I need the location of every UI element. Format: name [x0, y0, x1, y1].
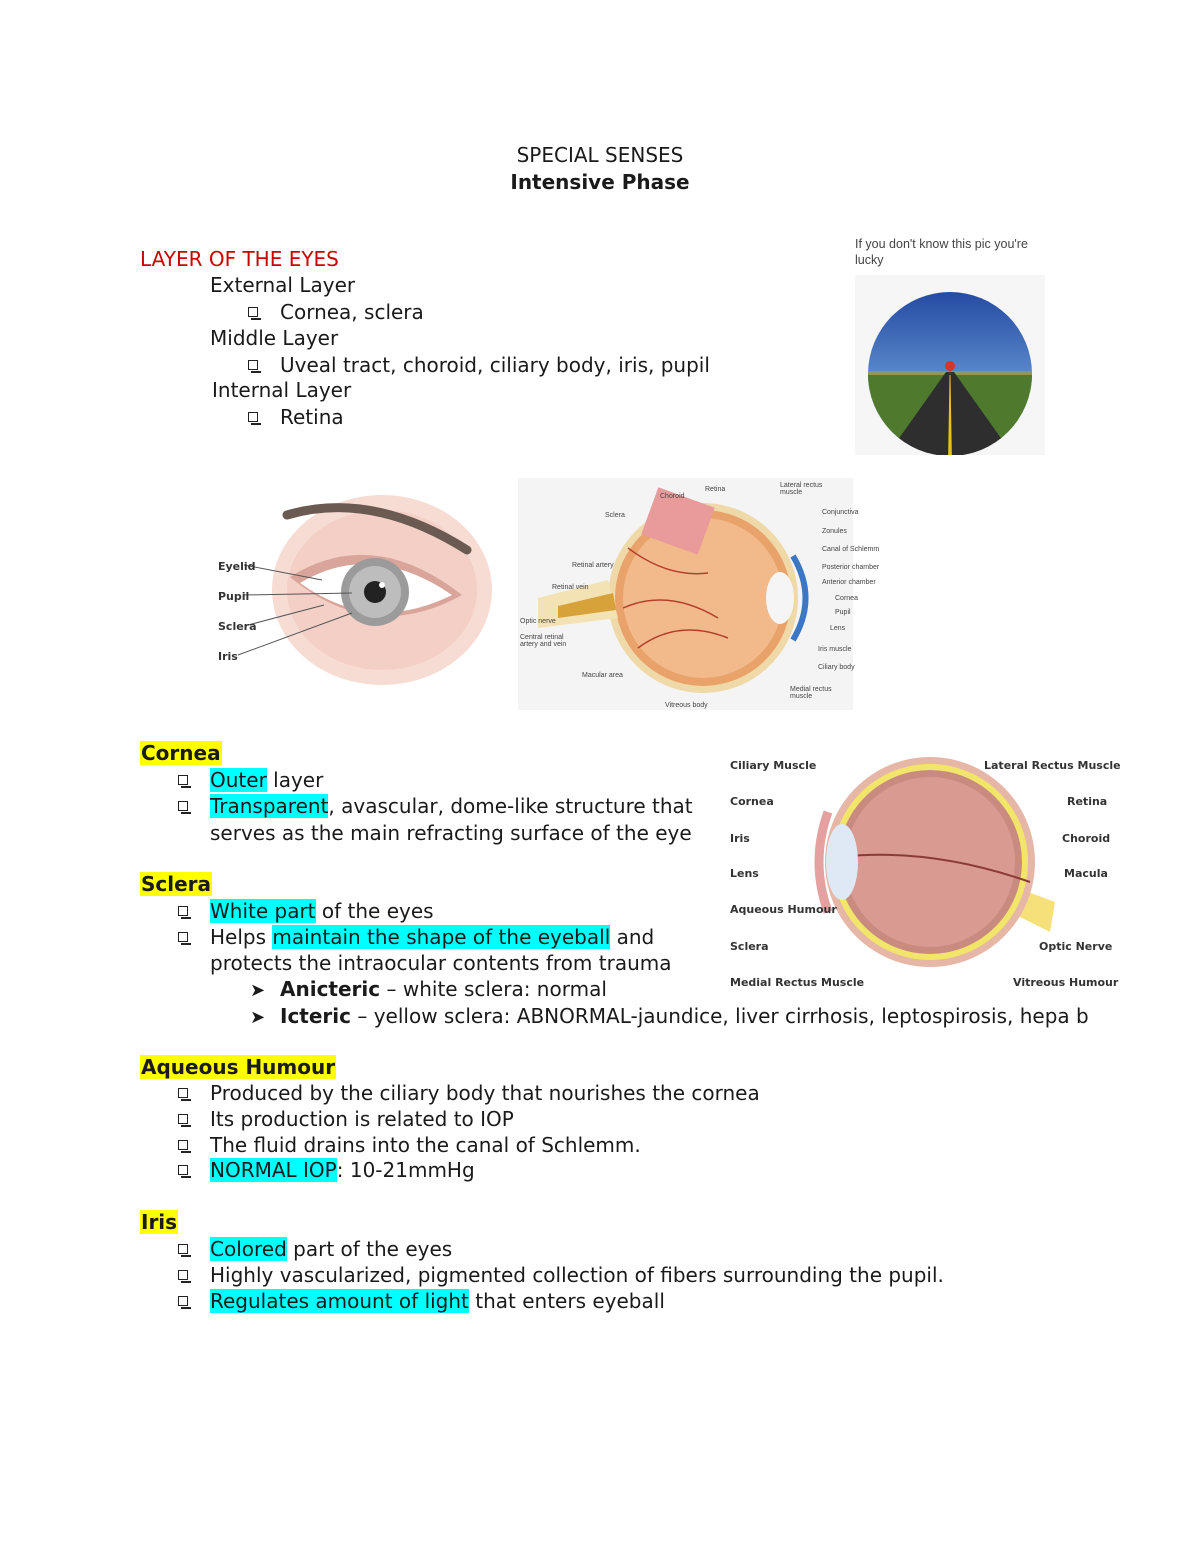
iris-heading: Iris [141, 1210, 178, 1234]
cornea-bullet-1: Outer layer [178, 767, 323, 793]
cross-label-vitreous-body: Vitreous body [665, 702, 708, 709]
cross-label-ciliary-body: Ciliary body [818, 664, 855, 671]
cross-label-medial-rectus: Medial rectus muscle [790, 686, 832, 700]
sclera-bullet-1: White part of the eyes [178, 898, 434, 924]
checkbox-bullet-icon [248, 412, 258, 422]
layers-heading: LAYER OF THE EYES [140, 247, 339, 271]
cross-label-canal-schlemm: Canal of Schlemm [822, 546, 880, 553]
iris-bullet-3: Regulates amount of light that enters eyeball [178, 1288, 665, 1314]
external-layer-item: Cornea, sclera [248, 299, 424, 325]
diagram-label-cornea: Cornea [730, 795, 774, 808]
checkbox-bullet-icon [178, 775, 188, 785]
iris-bullet-1: Colored part of the eyes [178, 1236, 452, 1262]
diagram-label-choroid: Choroid [1062, 832, 1111, 845]
cross-label-lateral-rectus: Lateral rectus muscle [780, 482, 823, 496]
aqueous-bullet-4: NORMAL IOP: 10-21mmHg [178, 1157, 475, 1183]
internal-layer-label: Internal Layer [212, 378, 352, 402]
meme-image [855, 275, 1045, 455]
checkbox-bullet-icon [178, 906, 188, 916]
road-balloon-picture [855, 275, 1045, 455]
checkbox-bullet-icon [178, 1296, 188, 1306]
label-iris: Iris [218, 650, 238, 663]
eye-muscle-diagram [800, 752, 1070, 982]
cornea-heading: Cornea [141, 741, 221, 765]
label-eyelid: Eyelid [218, 560, 256, 573]
diagram-label-ciliary-muscle: Ciliary Muscle [730, 759, 817, 772]
arrow-bullet-icon: ➤ [250, 1007, 266, 1028]
checkbox-bullet-icon [178, 1165, 188, 1175]
cornea-bullet-2-cont: serves as the main refracting surface of the eye [210, 821, 692, 845]
diagram-label-vitreous-humour: Vitreous Humour [1013, 976, 1119, 989]
cornea-bullet-2: Transparent, avascular, dome-like structure that [178, 793, 693, 819]
checkbox-bullet-icon [178, 1270, 188, 1280]
meme-caption: If you don't know this pic you're lucky [855, 237, 1028, 267]
cross-label-anterior-chamber: Anterior chamber [822, 579, 876, 586]
eye-cross-section-diagram [518, 478, 853, 710]
cross-label-iris-muscle: Iris muscle [818, 646, 852, 653]
page-subtitle: Intensive Phase [510, 170, 690, 194]
aqueous-bullet-1: Produced by the ciliary body that nourishes the cornea [178, 1080, 760, 1106]
cross-label-sclera: Sclera [605, 512, 625, 519]
checkbox-bullet-icon [178, 801, 188, 811]
sclera-sub-icteric: ➤ Icteric – yellow sclera: ABNORMAL-jaundice, liver cirrhosis, leptospirosis, hepa b [250, 1003, 1089, 1031]
cross-label-retina: Retina [705, 486, 726, 493]
checkbox-bullet-icon [248, 360, 258, 370]
diagram-label-optic-nerve: Optic Nerve [1039, 940, 1113, 953]
diagram-label-retina: Retina [1067, 795, 1108, 808]
aqueous-bullet-2: Its production is related to IOP [178, 1106, 514, 1132]
label-sclera: Sclera [218, 620, 257, 633]
cross-label-macular-area: Macular area [582, 672, 623, 679]
label-pupil: Pupil [218, 590, 250, 603]
checkbox-bullet-icon [178, 1088, 188, 1098]
external-eye-illustration [212, 495, 497, 695]
diagram-label-macula: Macula [1064, 867, 1108, 880]
middle-layer-item: Uveal tract, choroid, ciliary body, iris, pupil [248, 352, 710, 378]
checkbox-bullet-icon [178, 1114, 188, 1124]
middle-layer-label: Middle Layer [210, 326, 339, 350]
diagram-label-lateral-rectus: Lateral Rectus Muscle [984, 759, 1121, 772]
cross-label-cornea: Cornea [835, 595, 858, 602]
cross-label-choroid: Choroid [660, 493, 685, 500]
cross-label-retinal-vein: Retinal vein [552, 584, 589, 591]
diagram-label-sclera: Sclera [730, 940, 769, 953]
diagram-label-iris: Iris [730, 832, 750, 845]
diagram-label-lens: Lens [730, 867, 759, 880]
checkbox-bullet-icon [178, 1140, 188, 1150]
external-layer-label: External Layer [210, 273, 356, 297]
cross-label-optic-nerve: Optic nerve [520, 618, 556, 625]
sclera-heading: Sclera [141, 872, 212, 896]
cross-label-central-retinal: Central retinal artery and vein [520, 634, 567, 648]
arrow-bullet-icon: ➤ [250, 980, 266, 1001]
cross-label-posterior-chamber: Posterior chamber [822, 564, 880, 571]
checkbox-bullet-icon [178, 1244, 188, 1254]
sclera-sub-anicteric: ➤ Anicteric – white sclera: normal [250, 976, 607, 1004]
internal-layer-item: Retina [248, 404, 344, 430]
checkbox-bullet-icon [248, 307, 258, 317]
diagram-label-aqueous-humour: Aqueous Humour [730, 903, 837, 916]
cross-label-conjunctiva: Conjunctiva [822, 509, 859, 516]
aqueous-heading: Aqueous Humour [141, 1055, 336, 1079]
iris-bullet-2: Highly vascularized, pigmented collection of fibers surrounding the pupil. [178, 1262, 944, 1288]
aqueous-bullet-3: The fluid drains into the canal of Schlemm. [178, 1132, 641, 1158]
page-title: SPECIAL SENSES [516, 143, 684, 167]
cross-label-zonules: Zonules [822, 528, 847, 535]
checkbox-bullet-icon [178, 932, 188, 942]
cross-label-retinal-artery: Retinal artery [572, 562, 614, 569]
sclera-bullet-2-cont: protects the intraocular contents from trauma [210, 951, 672, 975]
diagram-label-medial-rectus: Medial Rectus Muscle [730, 976, 865, 989]
cross-label-lens: Lens [830, 625, 846, 632]
sclera-bullet-2: Helps maintain the shape of the eyeball and [178, 924, 654, 950]
cross-label-pupil: Pupil [835, 609, 851, 616]
